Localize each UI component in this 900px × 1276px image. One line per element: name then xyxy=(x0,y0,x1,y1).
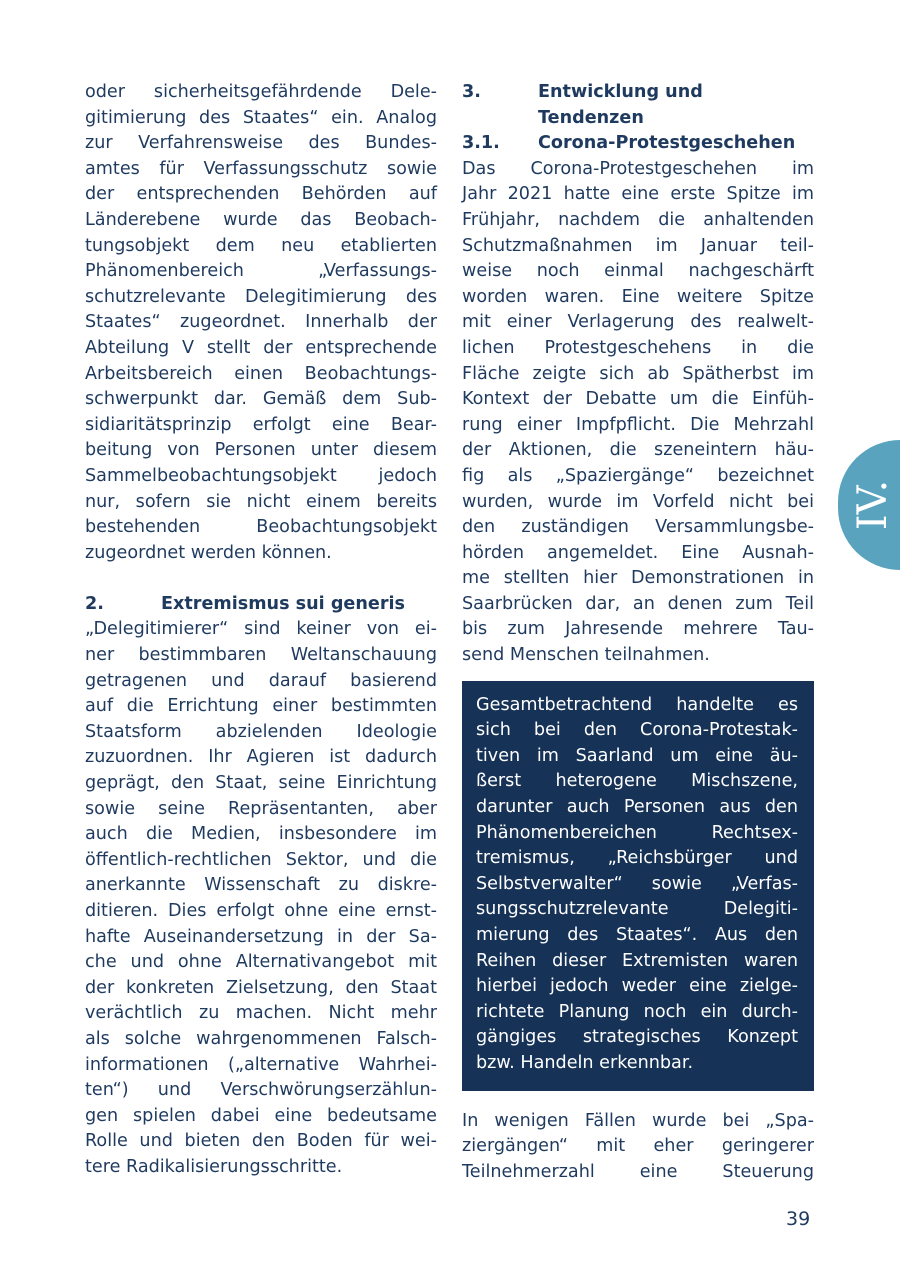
text-line: tungsobjekt dem neu etablierten xyxy=(85,235,437,256)
chapter-tab xyxy=(838,440,900,570)
section-number: 3. xyxy=(462,82,481,102)
subsection-title: Corona-Protestgeschehen xyxy=(538,133,796,154)
text-line: Saarbrücken dar, an denen zum Teil xyxy=(462,593,814,614)
section-3-heading-cont xyxy=(462,106,814,132)
text-line: informationen („alternative Wahrhei- xyxy=(85,1054,437,1075)
text-line: Fläche zeigte sich ab Spätherbst im xyxy=(462,363,814,384)
text-line: ßerst heterogene Mischszene, xyxy=(476,771,798,792)
text-line: send Menschen teilnahmen. xyxy=(462,645,710,666)
extremism-paragraph xyxy=(85,617,437,1180)
text-line: zugeordnet werden können. xyxy=(85,542,332,563)
text-line: Teilnehmerzahl eine Steuerung xyxy=(462,1161,814,1182)
text-line: Phänomenbereich „Verfassungs- xyxy=(85,261,437,282)
text-line: bzw. Handeln erkennbar. xyxy=(476,1052,694,1073)
text-line: worden waren. Eine weitere Spitze xyxy=(462,286,814,307)
text-line: getragenen und darauf basierend xyxy=(85,670,437,691)
text-line: wurden, wurde im Vorfeld nicht bei xyxy=(462,491,814,512)
text-line: als solche wahrgenommenen Falsch- xyxy=(85,1028,437,1049)
section-number: 2. xyxy=(85,593,104,614)
text-line: oder sicherheitsgefährdende Dele- xyxy=(85,82,437,102)
text-line: Das Corona-Protestgeschehen im xyxy=(462,158,814,179)
text-line: sich bei den Corona-Protestak- xyxy=(476,720,798,741)
text-line: fig als „Spaziergänge“ bezeichnet xyxy=(462,465,814,486)
paragraph-gap xyxy=(85,566,437,592)
text-line: gitimierung des Staates“ ein. Analog xyxy=(85,107,437,128)
text-line: der Aktionen, die szeneintern häu- xyxy=(462,440,814,461)
text-line: tere Radikalisierungsschritte. xyxy=(85,1156,343,1177)
text-line: me stellten hier Demonstrationen in xyxy=(462,568,814,589)
text-line: der konkreten Zielsetzung, den Staat xyxy=(85,977,437,998)
text-line: schwerpunkt dar. Gemäß dem Sub- xyxy=(85,389,437,410)
text-line: zuzuordnen. Ihr Agieren ist dadurch xyxy=(85,747,437,768)
text-line: Selbstverwalter“ sowie „Verfas- xyxy=(476,873,798,894)
text-line: Gesamtbetrachtend handelte es xyxy=(476,694,798,715)
section-3-1-heading xyxy=(462,131,814,157)
text-line: Staates“ zugeordnet. Innerhalb der xyxy=(85,312,437,333)
intro-paragraph xyxy=(85,80,437,566)
text-line: In wenigen Fällen wurde bei „Spa- xyxy=(462,1110,814,1131)
text-line: Sammelbeobachtungsobjekt jedoch xyxy=(85,465,437,486)
text-line: hörden angemeldet. Eine Ausnah- xyxy=(462,542,814,563)
text-line: ten“) und Verschwörungserzählun- xyxy=(85,1080,437,1101)
text-line: sungsschutzrelevante Delegiti- xyxy=(476,899,798,920)
text-line: schutzrelevante Delegitimierung des xyxy=(85,286,437,307)
text-line: ditieren. Dies erfolgt ohne eine ernst- xyxy=(85,901,437,921)
text-line: darunter auch Personen aus den xyxy=(476,797,798,818)
text-line: geprägt, den Staat, seine Einrichtung xyxy=(85,773,437,794)
subsection-number: 3.1. xyxy=(462,133,500,154)
text-line: den zuständigen Versammlungsbe- xyxy=(462,517,814,538)
text-line: weise noch einmal nachgeschärft xyxy=(462,261,814,282)
text-line: auf die Errichtung einer bestimmten xyxy=(85,696,437,717)
chapter-numeral: IV. xyxy=(850,479,897,531)
text-line: Kontext der Debatte um die Einfüh- xyxy=(462,389,814,410)
text-line: ziergängen“ mit eher geringerer xyxy=(462,1136,814,1157)
text-line: richtete Planung noch ein durch- xyxy=(476,1001,798,1022)
text-line: Reihen dieser Extremisten waren xyxy=(476,950,798,971)
text-line: Arbeitsbereich einen Beobachtungs- xyxy=(85,363,437,384)
section-title-continued: Tendenzen xyxy=(538,107,644,128)
text-line: gen spielen dabei eine bedeutsame xyxy=(85,1105,437,1126)
text-line: „Delegitimierer“ sind keiner von ei- xyxy=(85,619,437,640)
section-3-heading xyxy=(462,80,814,106)
text-line: öffentlich-rechtlichen Sektor, und die xyxy=(85,849,437,870)
text-line: zur Verfahrensweise des Bundes- xyxy=(85,133,437,154)
left-column xyxy=(85,80,437,1181)
text-line: hierbei jedoch weder eine zielge- xyxy=(476,976,798,997)
text-line: Abteilung V stellt der entsprechende xyxy=(85,337,437,358)
text-line: Frühjahr, nachdem die anhaltenden xyxy=(462,209,814,230)
text-line: rung einer Impfpflicht. Die Mehrzahl xyxy=(462,414,814,435)
text-line: anerkannte Wissenschaft zu diskre- xyxy=(85,875,437,896)
text-line: beitung von Personen unter diesem xyxy=(85,440,437,461)
text-line: Phänomenbereichen Rechtsex- xyxy=(476,822,798,843)
text-line: bestehenden Beobachtungsobjekt xyxy=(85,517,437,538)
text-line: nur, sofern sie nicht einem bereits xyxy=(85,491,437,512)
text-line: sowie seine Repräsentanten, aber xyxy=(85,798,437,819)
text-line: der entsprechenden Behörden auf xyxy=(85,184,437,205)
section-title: Entwicklung und xyxy=(538,82,703,102)
text-line: Staatsform abzielenden Ideologie xyxy=(85,721,437,742)
summary-infobox xyxy=(462,681,814,1091)
text-line: hafte Auseinandersetzung in der Sa- xyxy=(85,926,437,947)
protest-paragraph xyxy=(462,157,814,669)
text-line: tremismus, „Reichsbürger und xyxy=(476,848,798,869)
closing-paragraph xyxy=(462,1109,814,1186)
page-number: 39 xyxy=(786,1208,811,1230)
text-line: Länderebene wurde das Beobach- xyxy=(85,209,437,230)
text-line: amtes für Verfassungsschutz sowie xyxy=(85,158,437,179)
section-title: Extremismus sui generis xyxy=(161,593,405,614)
text-line: verächtlich zu machen. Nicht mehr xyxy=(85,1003,437,1024)
text-line: mit einer Verlagerung des realwelt- xyxy=(462,312,814,333)
text-line: Jahr 2021 hatte eine erste Spitze im xyxy=(462,184,814,205)
text-line: Rolle und bieten den Boden für wei- xyxy=(85,1131,437,1152)
section-2-heading xyxy=(85,592,437,618)
text-line: bis zum Jahresende mehrere Tau- xyxy=(462,619,814,640)
text-line: auch die Medien, insbesondere im xyxy=(85,824,437,845)
text-line: mierung des Staates“. Aus den xyxy=(476,925,798,945)
text-line: Schutzmaßnahmen im Januar teil- xyxy=(462,235,814,256)
text-line: tiven im Saarland um eine äu- xyxy=(476,745,798,766)
text-line: sidiaritätsprinzip erfolgt eine Bear- xyxy=(85,414,437,435)
text-line: che und ohne Alternativangebot mit xyxy=(85,952,437,973)
text-line: lichen Protestgeschehens in die xyxy=(462,337,814,358)
text-line: ner bestimmbaren Weltanschauung xyxy=(85,645,437,666)
right-column xyxy=(462,80,814,1185)
text-line: gängiges strategisches Konzept xyxy=(476,1027,798,1048)
